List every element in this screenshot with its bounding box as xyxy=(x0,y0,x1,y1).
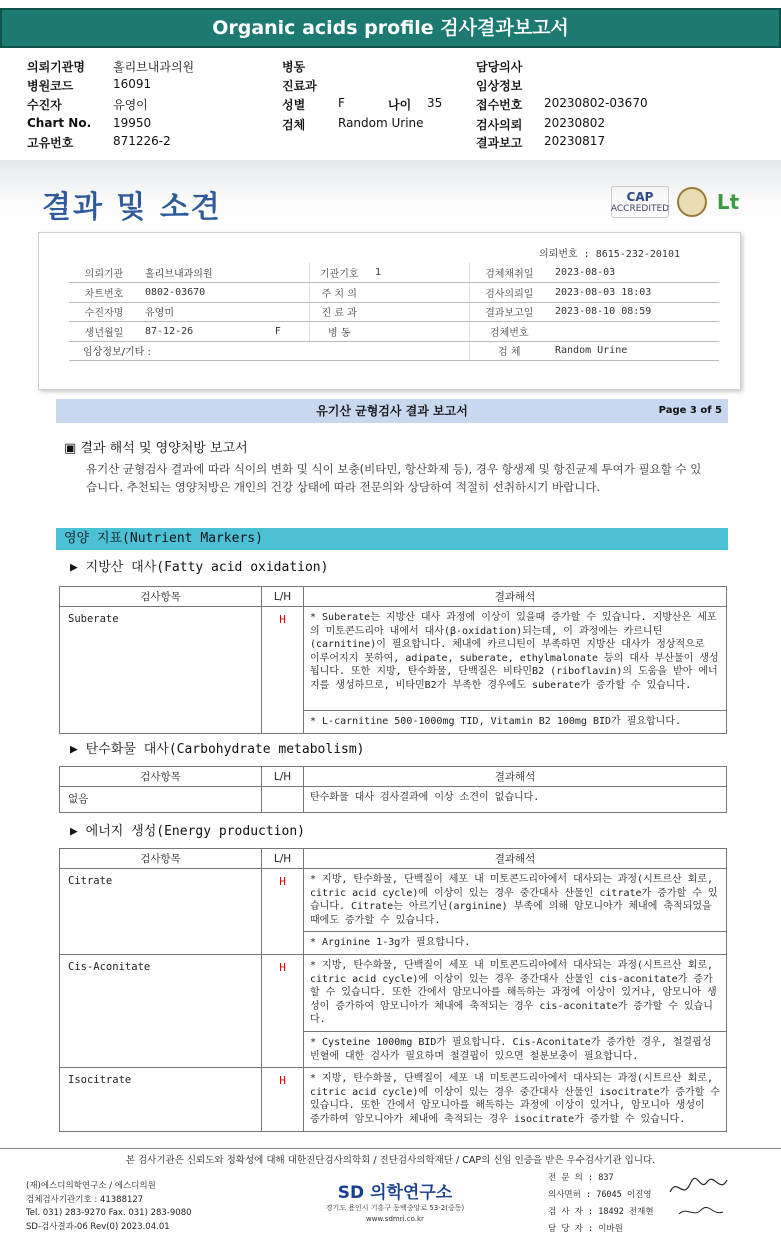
signer-tester: 검 사 자 : 18492 전재현 xyxy=(548,1207,654,1217)
cell-value xyxy=(269,302,309,322)
cell-value xyxy=(269,263,309,283)
cell-value: 2023-08-03 18:03 xyxy=(549,283,719,303)
label-dept: 진료과 xyxy=(282,79,317,93)
col-lh: L/H xyxy=(262,587,304,607)
value-uid: 871226-2 xyxy=(113,134,171,148)
table-row xyxy=(60,1068,727,1131)
interp-cell: 탄수화물 대사 검사결과에 이상 소견이 없습니다. xyxy=(304,787,727,813)
value-inst: 홀리브내과의원 xyxy=(113,60,195,74)
lh-flag: H xyxy=(262,869,304,955)
label-sex: 성별 xyxy=(282,98,306,112)
patient-row xyxy=(69,302,719,322)
cell-label: 차트번호 xyxy=(69,283,139,303)
cell-label: 기관기호 xyxy=(309,263,369,283)
value-reqdate: 20230802 xyxy=(544,116,606,130)
cell-value: 87-12-26 xyxy=(139,322,269,342)
interp-cell: * 지방, 탄수화물, 단백질이 세포 내 미토콘드리아에서 대사되는 과정(시트르산 회로, citric acid cycle)에 이상이 있는 경우 중간대사 산물인 cis-aconitate가 증가할 수 있습니다. 또한 간에서 암모니아를 해독하는 과정에 이상이 있거나, 암모니아 생성이 증가하여 암모니아가 체내에 축적되는 경우 cis-aconitate가 증가할 수 있습니다. xyxy=(304,954,727,1031)
report-title: 유기산 균형검사 결과 보고서 xyxy=(316,404,468,418)
col-item: 검사항목 xyxy=(60,587,262,607)
table-row xyxy=(60,787,727,813)
cap-logo-sub: ACCREDITED xyxy=(610,204,670,214)
lh-flag xyxy=(262,787,304,813)
signer-staff: 담 당 자 : 이바원 xyxy=(548,1224,623,1234)
section-heading-carb: ▶ 탄수화물 대사(Carbohydrate metabolism) xyxy=(70,742,365,757)
cell-label: 병 동 xyxy=(309,322,369,342)
cell-label: 검 체 xyxy=(469,341,549,361)
label-specimen: 검체 xyxy=(282,118,306,132)
nutrient-markers-header: 영양 지표(Nutrient Markers) xyxy=(56,528,728,550)
cap-logo-icon xyxy=(611,186,669,218)
cell-value xyxy=(369,302,469,322)
cell-label: 의뢰기관 xyxy=(69,263,139,283)
footer-code: 검체검사기관기호 : 41388127 xyxy=(26,1194,144,1205)
label-reqdate: 검사의뢰 xyxy=(476,118,523,132)
request-number: 의뢰번호 : 8615-232-20101 xyxy=(539,249,680,260)
item-name: Citrate xyxy=(60,869,262,955)
patient-table xyxy=(69,263,719,361)
cell-value: 홀리브내과의원 xyxy=(139,263,269,283)
cell-label: 수진자명 xyxy=(69,302,139,322)
cell-value: 2023-08-10 08:59 xyxy=(549,302,719,322)
cell-value xyxy=(269,283,309,303)
footer-left xyxy=(26,1180,192,1234)
cell-value: 1 xyxy=(369,263,469,283)
footer-brand xyxy=(310,1178,480,1225)
col-interp: 결과해석 xyxy=(304,587,727,607)
lh-flag: H xyxy=(262,1068,304,1131)
signer-specialist: 전 문 의 : 837 xyxy=(548,1173,614,1183)
footer-signers xyxy=(548,1170,654,1238)
interp-cell: * 지방, 탄수화물, 단백질이 세포 내 미토콘드리아에서 대사되는 과정(시트르산 회로, citric acid cycle)에 이상이 있는 경우 중간대사 산물인 citrate가 증가할 수 있습니다. Citrate는 아르기닌(arginine) 부족에 의해 암모니아가 체내에 축적되었을 때에도 증가할 수 있습니다. xyxy=(304,869,727,932)
value-receipt: 20230802-03670 xyxy=(544,96,648,110)
col-item: 검사항목 xyxy=(60,767,262,787)
item-name: 없음 xyxy=(60,787,262,813)
patient-row xyxy=(69,263,719,283)
request-info xyxy=(0,55,781,155)
certification-note: 본 검사기관은 신뢰도와 정확성에 대해 대한진단검사의학회 / 진단검사의학재단 / CAP의 신임 인증을 받은 우수검사기관 입니다. xyxy=(0,1148,781,1166)
section-heading-fatty: ▶ 지방산 대사(Fatty acid oxidation) xyxy=(70,560,329,575)
value-chart: 19950 xyxy=(113,116,152,130)
col-lh: L/H xyxy=(262,767,304,787)
patient-row xyxy=(69,341,719,361)
value-specimen: Random Urine xyxy=(338,116,424,130)
clinical-label: 임상정보/기타 : xyxy=(69,341,469,361)
label-inst: 의뢰기관명 xyxy=(27,60,85,74)
table-header-row xyxy=(60,587,727,607)
cap-logo-text: CAP xyxy=(626,190,654,204)
value-code: 16091 xyxy=(113,77,152,91)
cell-label: 진 료 과 xyxy=(309,302,369,322)
table-row xyxy=(60,954,727,1031)
section-title: 결과 및 소견 xyxy=(42,190,222,225)
label-uid: 고유번호 xyxy=(27,136,74,150)
cell-value: Random Urine xyxy=(549,341,719,361)
lab-logo-icon: Lt xyxy=(716,190,740,214)
interp-heading: ▣ 결과 해석 및 영양처방 보고서 xyxy=(64,441,248,456)
lh-flag: H xyxy=(262,954,304,1067)
label-name: 수진자 xyxy=(27,98,62,112)
col-interp: 결과해석 xyxy=(304,849,727,869)
value-sex: F xyxy=(338,96,345,110)
table-row xyxy=(60,869,727,932)
cell-label: 검사의뢰일 xyxy=(469,283,549,303)
patient-row xyxy=(69,322,719,342)
interp-cell: * 지방, 탄수화물, 단백질이 세포 내 미토콘드리아에서 대사되는 과정(시트르산 회로, citric acid cycle)에 이상이 있는 경우 중간대사 산물인 isocitrate가 증가할 수 있습니다. 또한 간에서 암모니아를 해독하는 과정에 이상이 있거나, 암모니아 생성이 증가하여 암모니아가 체내에 축적되는 경우 isocitrate가 증가할 수 있습니다. xyxy=(304,1068,727,1131)
result-table-carb xyxy=(59,766,727,813)
label-clinical: 임상정보 xyxy=(476,79,523,93)
label-repdate: 결과보고 xyxy=(476,136,523,150)
footer-form: SD-검사결과-06 Rev(0) 2023.04.01 xyxy=(26,1221,170,1232)
cell-value: 0802-03670 xyxy=(139,283,269,303)
footer-contact: Tel. 031) 283-9270 Fax. 031) 283-9080 xyxy=(26,1208,192,1218)
label-chart: Chart No. xyxy=(27,116,92,130)
page-indicator: Page 3 of 5 xyxy=(658,405,722,416)
report-header: Organic acids profile 검사결과보고서 xyxy=(0,8,781,48)
lh-flag: H xyxy=(262,607,304,734)
prescription-cell: * Arginine 1-3g가 필요합니다. xyxy=(304,932,727,955)
label-ward: 병동 xyxy=(282,60,306,74)
table-row xyxy=(60,607,727,711)
item-name: Isocitrate xyxy=(60,1068,262,1131)
cell-label: 검체채취일 xyxy=(469,263,549,283)
cell-value: 유영미 xyxy=(139,302,269,322)
interp-text: 유기산 균형검사 결과에 따라 식이의 변화 및 식이 보충(비타민, 항산화제 등), 경우 항생제 및 항진균제 투여가 필요할 수 있습니다. 추천되는 영양처방은 개인의 건강 상태에 따라 전문의와 상담하여 적절히 선취하시기 바랍니다. xyxy=(86,462,702,494)
col-lh: L/H xyxy=(262,849,304,869)
cell-label: 결과보고일 xyxy=(469,302,549,322)
cell-value: F xyxy=(269,322,309,342)
col-interp: 결과해석 xyxy=(304,767,727,787)
item-name: Cis-Aconitate xyxy=(60,954,262,1067)
cell-label: 주 치 의 xyxy=(309,283,369,303)
signature-icon xyxy=(665,1172,735,1222)
brand-website: www.sdmri.co.kr xyxy=(366,1215,424,1223)
cell-value xyxy=(549,322,719,342)
report-title-bar xyxy=(56,399,728,423)
value-age: 35 xyxy=(427,96,443,110)
cell-label: 검체번호 xyxy=(469,322,549,342)
result-table-energy xyxy=(59,848,727,1132)
brand-name: SD 의학연구소 xyxy=(337,1183,453,1203)
cell-value xyxy=(369,322,469,342)
patient-row xyxy=(69,283,719,303)
section-heading-energy: ▶ 에너지 생성(Energy production) xyxy=(70,824,305,839)
cell-value: 2023-08-03 xyxy=(549,263,719,283)
col-item: 검사항목 xyxy=(60,849,262,869)
brand-address: 경기도 용인시 기흥구 동백중앙로 53-2(중동) xyxy=(325,1204,465,1212)
prescription-cell: * Cysteine 1000mg BID가 필요합니다. Cis-Aconitate가 증가한 경우, 철결핍성 빈혈에 대한 검사가 필요하며 철결핍이 있으면 철분보충이 필요합니다. xyxy=(304,1031,727,1067)
label-receipt: 접수번호 xyxy=(476,98,523,112)
prescription-cell: * L-carnitine 500-1000mg TID, Vitamin B2 100mg BID가 필요합니다. xyxy=(304,711,727,734)
label-code: 병원코드 xyxy=(27,79,74,93)
label-doctor: 담당의사 xyxy=(476,60,523,74)
item-name: Suberate xyxy=(60,607,262,734)
value-name: 유영이 xyxy=(113,98,148,112)
value-repdate: 20230817 xyxy=(544,134,606,148)
footer-org: (재)에스디의학연구소 / 에스디의원 xyxy=(26,1181,156,1191)
signer-license: 의사면허 : 76045 이진영 xyxy=(548,1190,652,1200)
label-age: 나이 xyxy=(388,98,412,112)
table-header-row xyxy=(60,767,727,787)
cell-value xyxy=(369,283,469,303)
table-header-row xyxy=(60,849,727,869)
result-table-fatty xyxy=(59,586,727,734)
cell-label: 생년월일 xyxy=(69,322,139,342)
patient-info-box xyxy=(38,232,741,390)
accreditation-logos xyxy=(611,186,741,218)
interp-cell: * Suberate는 지방산 대사 과정에 이상이 있을때 증가할 수 있습니다. 지방산은 세포의 미토콘드리아 내에서 대사(β-oxidation)되는데, 이 과정에는 카르니틴(carnitine)이 필요합니다. 체내에 카르니틴이 부족하면 지방산 대사가 정상적으로 이루어지지 못하여, adipate, suberate, ethylmalonate 등의 대사 부산물이 생성됩니다. 또한 지방, 탄수화물, 단백질은 비타민B2 (riboflavin)의 도움을 받아 에너지를 생성하므로, 비타민B2가 부족한 경우에도 suberate가 증가할 수 있습니다. xyxy=(304,607,727,711)
seal-logo-icon xyxy=(677,187,707,217)
